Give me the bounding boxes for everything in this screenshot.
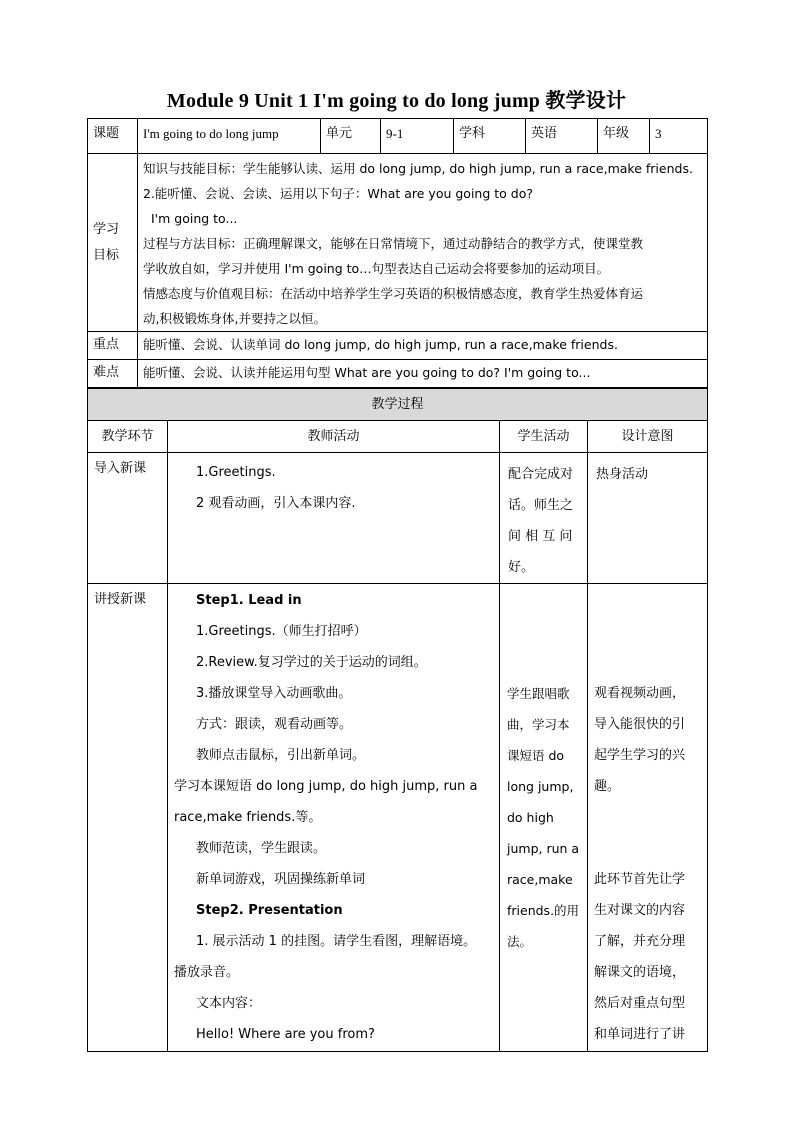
teacher-step: 播放录音。: [174, 965, 240, 980]
subject-value: 英语: [526, 119, 598, 154]
stage-cell: 导入新课: [88, 453, 168, 584]
teaching-process-table: [87, 388, 708, 1052]
objective-line: 学收放自如，学习并使用 I'm going to…句型表达自己运动会将要参加的运动项目。: [143, 261, 610, 276]
teacher-step: 新单词游戏，巩固操练新单词: [196, 872, 366, 887]
teacher-step: race,make friends.等。: [174, 810, 322, 825]
objective-line: 情感态度与价值观目标：在活动中培养学生学习英语的积极情感态度，教育学生热爱体育运: [143, 286, 644, 301]
key-point-text: 能听懂、会说、认读单词 do long jump, do high jump, run a race,make friends.: [138, 332, 708, 360]
teacher-step: 教师点击鼠标，引出新单词。: [196, 748, 366, 763]
stage-cell: 讲授新课: [88, 584, 168, 1052]
design-intent-cell: 观看视频动画， 导入能很快的引 起学生学习的兴 趣。 此环节首先让学 生对课文的内容 了解，并充分理 解课文的语境， 然后对重点句型 和单词进行了讲: [588, 584, 708, 1052]
student-activity-cell: 学生跟唱歌 曲，学习本 课短语 do long jump, do high jump, run a race,make friends.的用 法。: [500, 584, 588, 1052]
subject-label: 学科: [454, 119, 526, 154]
column-header: 教师活动: [168, 421, 500, 453]
objective-line: 动,积极锻炼身体,并要持之以恒。: [143, 311, 326, 326]
teacher-step: 教师范读，学生跟读。: [196, 841, 327, 856]
topic-value: I'm going to do long jump: [138, 119, 321, 154]
objective-line: 知识与技能目标：学生能够认读、运用 do long jump, do high jump, run a race,make friends.: [143, 161, 693, 176]
column-header: 设计意图: [588, 421, 708, 453]
teacher-step: 2 观看动画，引入本课内容.: [196, 496, 356, 511]
objective-line: I'm going to...: [151, 211, 238, 226]
column-header: 教学环节: [88, 421, 168, 453]
teacher-activity-cell: [168, 453, 500, 584]
lesson-info-table: [87, 118, 708, 388]
unit-value: 9-1: [381, 119, 454, 154]
teacher-step: 方式：跟读，观看动画等。: [196, 717, 353, 732]
key-point-label: 重点: [88, 332, 138, 360]
unit-label: 单元: [321, 119, 381, 154]
column-header: 学生活动: [500, 421, 588, 453]
step-heading: Step1. Lead in: [196, 593, 302, 608]
step-heading: Step2. Presentation: [196, 903, 343, 918]
teacher-activity-cell: [168, 584, 500, 1052]
design-intent-cell: 热身活动: [588, 453, 708, 584]
document-title: Module 9 Unit 1 I'm going to do long jump 教学设计: [166, 90, 627, 112]
grade-label: 年级: [598, 119, 650, 154]
teacher-step: 3.播放课堂导入动画歌曲。: [196, 686, 352, 701]
objective-line: 2.能听懂、会说、会读、运用以下句子：What are you going to do?: [143, 186, 533, 201]
teacher-step: 1. 展示活动 1 的挂图。请学生看图，理解语境。: [196, 934, 477, 949]
teacher-step: 1.Greetings.（师生打招呼）: [196, 624, 367, 639]
student-activity-cell: 配合完成对 话。师生之 间 相 互 问 好。: [500, 453, 588, 584]
teacher-step: 2.Review.复习学过的关于运动的词组。: [196, 655, 427, 670]
teacher-step: 文本内容：: [196, 996, 262, 1011]
objectives-content: [138, 154, 708, 332]
difficult-point-label: 难点: [88, 360, 138, 388]
difficult-point-text: 能听懂、会说、认读并能运用句型 What are you going to do? I'm going to...: [138, 360, 708, 388]
process-header: 教学过程: [88, 389, 708, 421]
teacher-step: 1.Greetings.: [196, 465, 276, 480]
objectives-label: 学习 目标: [88, 154, 138, 332]
objective-line: 过程与方法目标：正确理解课文，能够在日常情境下，通过动静结合的教学方式，使课堂教: [143, 236, 644, 251]
topic-label: 课题: [88, 119, 138, 154]
teacher-step: 学习本课短语 do long jump, do high jump, run a: [174, 779, 478, 794]
grade-value: 3: [650, 119, 708, 154]
teacher-step: Hello! Where are you from?: [196, 1027, 375, 1042]
